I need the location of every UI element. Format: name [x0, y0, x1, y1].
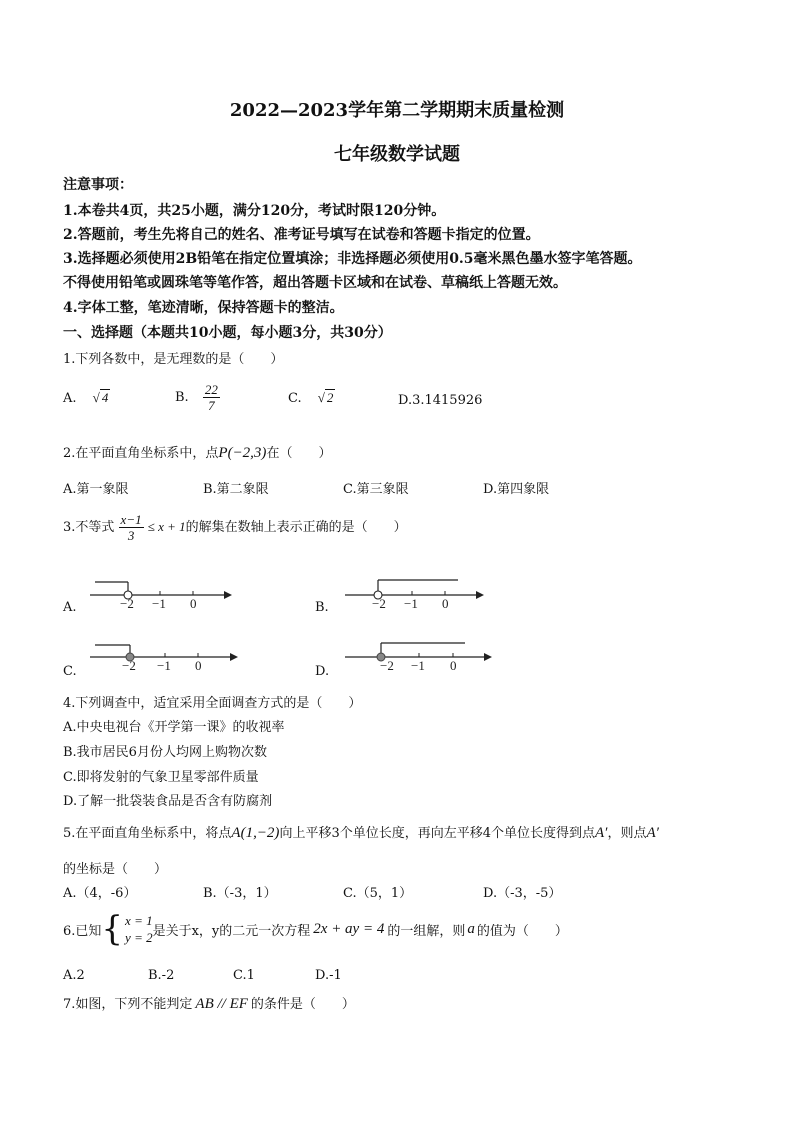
q1-sqrt-4-rad: 4 — [101, 390, 109, 405]
q5-point: A(1,−2) — [231, 825, 280, 841]
q3-option-d-label: D. — [315, 664, 330, 679]
q2-option-b: B.第二象限 — [203, 482, 269, 497]
section-heading: 一、选择题（本题共10小题，每小题3分，共30分） — [63, 325, 392, 341]
q6-option-d: D.-1 — [315, 968, 342, 983]
tick-label: 0 — [190, 596, 197, 611]
q5-option-c: C.（5，1） — [343, 886, 413, 901]
q5-stem-pre: 5.在平面直角坐标系中，将点 — [63, 826, 232, 841]
q3-stem-post: 的解集在数轴上表示正确的是（ ） — [185, 520, 407, 535]
q4-option-d: D.了解一批袋装食品是否含有防腐剂 — [63, 794, 273, 809]
q3-option-b-label: B. — [315, 600, 329, 615]
tick-label: −1 — [404, 596, 418, 611]
q1-option-c-label: C. — [288, 391, 302, 406]
q5-stem-end: ，则点 — [607, 826, 647, 841]
q7-relation: AB // EF — [195, 996, 248, 1012]
q1-sqrt-2-rad: 2 — [326, 390, 334, 405]
q3-fraction-den: 3 — [127, 528, 135, 543]
q1-sqrt-2: √ 2 — [317, 390, 334, 405]
q6-var: a — [467, 920, 475, 937]
note-item-3-cont: 不得使用铅笔或圆珠笔等笔作答，超出答题卡区域和在试卷、草稿纸上答题无效。 — [63, 275, 567, 291]
q6-stem-mid: 是关于x，y的二元一次方程 — [152, 923, 311, 939]
q3-fraction-num: x−1 — [120, 512, 142, 527]
q6-stem — [63, 909, 568, 949]
q6-equation: 2x + ay = 4 — [313, 920, 385, 937]
q2-option-d: D.第四象限 — [483, 482, 550, 497]
q6-option-b: B.-2 — [148, 968, 175, 983]
note-item-1: 1.本卷共4页，共25小题，满分120分，考试时限120分钟。 — [63, 203, 446, 219]
q3-option-c-label: C. — [63, 664, 77, 679]
q4-option-c: C.即将发射的气象卫星零部件质量 — [63, 770, 259, 785]
q5-stem-mid: 向上平移3个单位长度，再向左平移4个单位长度得到点 — [279, 826, 595, 841]
tick-label: −2 — [122, 658, 136, 673]
number-line-a — [90, 582, 232, 611]
q1-option-b-label: B. — [175, 390, 189, 405]
q6-equation-system — [101, 909, 153, 949]
notes-heading: 注意事项： — [63, 177, 133, 193]
exam-subtitle: 七年级数学试题 — [334, 144, 460, 165]
q5-point-prime-2: A′ — [646, 825, 659, 841]
q1-stem: 1.下列各数中，是无理数的是（ ） — [63, 352, 284, 367]
q6-brace: { — [101, 909, 124, 949]
q5-stem-line2: 的坐标是（ ） — [63, 862, 168, 877]
q5-option-a: A.（4，-6） — [63, 886, 137, 901]
q1-fraction-den: 7 — [208, 398, 215, 413]
tick-label: 0 — [442, 596, 449, 611]
tick-label: 0 — [450, 658, 457, 673]
q3-option-a-label: A. — [63, 600, 77, 615]
q2-stem-post: 在（ ） — [266, 446, 332, 461]
q1-option-d: D.3.1415926 — [398, 393, 483, 408]
q6-eq2: y = 2 — [125, 930, 153, 945]
q4-stem: 4.下列调查中，适宜采用全面调查方式的是（ ） — [63, 696, 362, 711]
q6-option-a: A.2 — [63, 968, 85, 983]
q1-option-a-label: A. — [63, 391, 77, 406]
q1-fraction-num: 22 — [204, 382, 218, 397]
q5-option-b: B.（-3，1） — [203, 886, 277, 901]
q7-stem-post: 的条件是（ ） — [250, 997, 355, 1012]
note-item-2: 2.答题前，考生先将自己的姓名、准考证号填写在试卷和答题卡指定的位置。 — [63, 227, 540, 243]
q5-stem — [63, 822, 659, 842]
tick-label: 0 — [195, 658, 202, 673]
q2-option-c: C.第三象限 — [343, 482, 409, 497]
q1-sqrt-4: √ 4 — [92, 390, 109, 405]
number-line-c — [90, 645, 238, 673]
q7-stem-pre: 7.如图，下列不能判定 — [63, 997, 193, 1012]
q5-point-prime: A′ — [594, 825, 608, 841]
q6-stem-pre: 6.已知 — [63, 923, 102, 939]
q6-stem-post: 的值为（ ） — [476, 923, 568, 939]
tick-label: −2 — [380, 658, 394, 673]
q4-option-a: A.中央电视台《开学第一课》的收视率 — [63, 720, 285, 735]
number-line-b — [345, 580, 484, 611]
tick-label: −2 — [120, 596, 134, 611]
tick-label: −1 — [152, 596, 166, 611]
tick-label: −1 — [157, 658, 171, 673]
q3-stem-pre: 3.不等式 — [63, 520, 115, 535]
q7-stem — [63, 993, 355, 1013]
number-line-d — [345, 643, 492, 673]
exam-title: 2022—2023学年第二学期期末质量检测 — [229, 100, 565, 121]
tick-label: −1 — [411, 658, 425, 673]
note-item-3: 3.选择题必须使用2B铅笔在指定位置填涂；非选择题必须使用0.5毫米黑色墨水签字笔答题。 — [63, 251, 642, 267]
q4-option-b: B.我市居民6月份人均网上购物次数 — [63, 745, 267, 760]
q6-option-c: C.1 — [233, 968, 255, 983]
q6-stem-mid2: 的一组解，则 — [387, 923, 466, 939]
q5-option-d: D.（-3，-5） — [483, 886, 562, 901]
tick-label: −2 — [372, 596, 386, 611]
q2-option-a: A.第一象限 — [63, 482, 129, 497]
q2-stem-pre: 2.在平面直角坐标系中，点 — [63, 446, 219, 461]
q2-point: P(−2,3) — [218, 445, 267, 461]
q6-eq1: x = 1 — [125, 913, 153, 928]
q3-inequality: ≤ x + 1 — [147, 519, 186, 534]
note-item-4: 4.字体工整，笔迹清晰，保持答题卡的整洁。 — [63, 300, 344, 316]
